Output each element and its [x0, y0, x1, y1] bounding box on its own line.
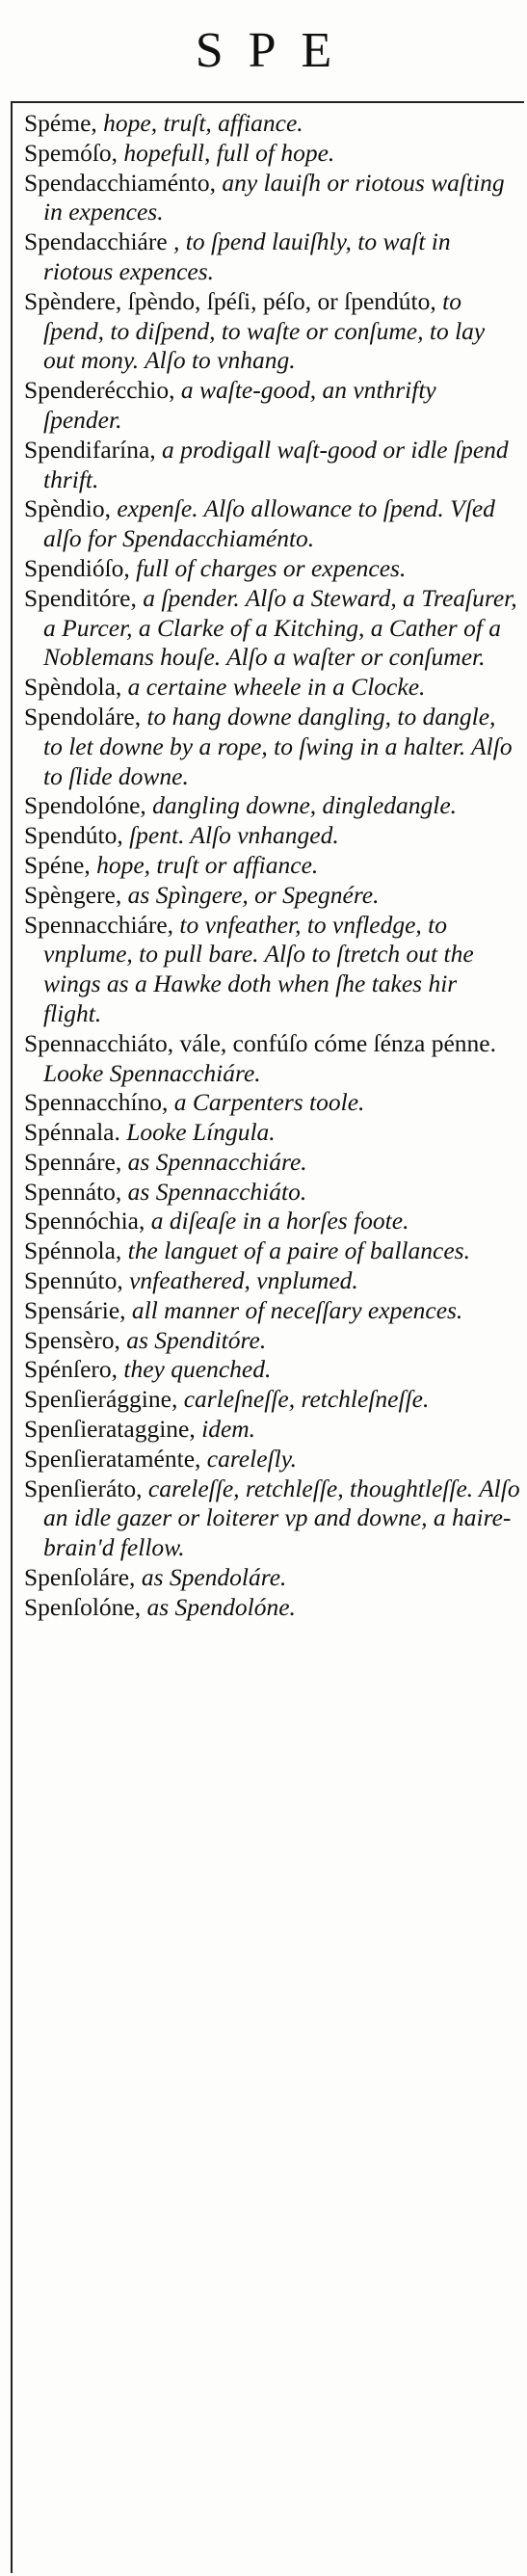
dictionary-entry: [24, 1415, 520, 1445]
entry-definition: as Spendoláre.: [141, 1563, 287, 1592]
entry-headword: Spennúto,: [24, 1266, 123, 1295]
dictionary-entry: [24, 1207, 520, 1236]
entry-headword: Spendióſo,: [24, 553, 130, 582]
entry-definition: carleſneſſe, retchleſneſſe.: [183, 1385, 430, 1414]
entry-definition: Looke Spennacchiáre.: [43, 1058, 261, 1087]
entry-definition: hopefull, full of hope.: [123, 138, 335, 167]
entry-definition: a certaine wheele in a Clocke.: [127, 673, 426, 702]
entry-headword: Spenſolóne,: [24, 1592, 142, 1621]
entry-headword: Spensèro,: [24, 1325, 120, 1354]
dictionary-entry: [24, 911, 520, 1029]
entry-headword: Spenditóre,: [24, 583, 137, 612]
dictionary-entry: [24, 673, 520, 703]
entry-definition: as Spennacchiáre.: [127, 1147, 307, 1176]
entry-definition: a ſpender. Alſo a Steward, a Treaſurer, a Purcer, a Clarke of a Kitching, a Cather of a Noblemans houſe. Alſo a waſter or conſumer.: [43, 583, 517, 672]
entry-headword: Spendúto,: [24, 821, 123, 850]
dictionary-entry: [24, 584, 520, 673]
dictionary-column: [11, 101, 524, 2573]
entry-definition: the languet of a paire of ballances.: [127, 1236, 470, 1265]
dictionary-entry: [24, 1236, 520, 1266]
entry-headword: Spensárie,: [24, 1295, 126, 1324]
dictionary-entry: [24, 703, 520, 791]
entry-definition: full of charges or expences.: [136, 553, 407, 582]
dictionary-entry: [24, 139, 520, 169]
dictionary-entry: [24, 1326, 520, 1356]
dictionary-entry: [24, 109, 520, 139]
entry-definition: to hang downe dangling, to dangle, to let downe by a rope, to ſwing in a halter. Alſo to ſlide downe.: [43, 702, 513, 790]
entry-definition: any lauiſh or riotous waſting in expences.: [43, 168, 505, 226]
entry-definition: ſpent. Alſo vnhanged.: [129, 821, 339, 850]
entry-headword: Spéne,: [24, 850, 91, 879]
entry-definition: hope, truſt, affiance.: [103, 109, 303, 137]
page-header: [0, 0, 527, 101]
dictionary-entry: [24, 851, 520, 881]
entry-definition: they quenched.: [123, 1355, 272, 1384]
entry-definition: as Spennacchiáto.: [127, 1177, 307, 1206]
entry-definition: careleſſe, retchleſſe, thoughtleſſe. Alſo an idle gazer or loiterer vp and downe, a haire-brain'd fellow.: [43, 1474, 520, 1562]
entry-headword: Spennáto,: [24, 1177, 122, 1206]
entry-headword: Spénnola,: [24, 1236, 122, 1265]
dictionary-entry: [24, 1355, 520, 1385]
dictionary-entry: [24, 1385, 520, 1415]
dictionary-entry: [24, 1563, 520, 1593]
entry-headword: Spénnala.: [24, 1118, 120, 1147]
dictionary-entry: [24, 881, 520, 911]
entry-headword: Spénſero,: [24, 1355, 119, 1384]
entry-definition: all manner of neceſſary expences.: [131, 1295, 463, 1324]
entry-headword: Spenſoláre,: [24, 1563, 136, 1592]
entry-headword: Spendolóne,: [24, 791, 146, 820]
entry-headword: Spennacchíno,: [24, 1088, 169, 1117]
dictionary-entry: [24, 1593, 520, 1623]
dictionary-entry: [24, 1088, 520, 1118]
entry-definition: idem.: [201, 1415, 256, 1444]
dictionary-entry: [24, 1178, 520, 1208]
entry-definition: a Carpenters toole.: [173, 1088, 365, 1117]
entry-headword: Spemóſo,: [24, 138, 119, 167]
dictionary-entry: [24, 554, 520, 584]
entry-definition: to ſpend, to diſpend, to waſte or conſume, to lay out mony. Alſo to vnhang.: [43, 286, 486, 375]
entry-definition: expenſe. Alſo allowance to ſpend. Vſed alſo for Spendacchiaménto.: [43, 494, 495, 553]
entry-definition: a prodigall waſt-good or idle ſpend thrift.: [43, 435, 509, 493]
entry-headword: Spendoláre,: [24, 702, 142, 730]
entry-headword: Spèngere,: [24, 880, 122, 909]
entry-headword: Spenſierataménte,: [24, 1444, 201, 1473]
dictionary-entry: [24, 1474, 520, 1563]
entry-headword: Spenſierataggine,: [24, 1415, 196, 1444]
entry-headword: Spèndola,: [24, 673, 122, 702]
entry-headword: Spéme,: [24, 109, 97, 137]
dictionary-entry: [24, 1266, 520, 1296]
dictionary-entry: [24, 227, 520, 287]
dictionary-entry: [24, 1029, 520, 1089]
dictionary-entry: [24, 169, 520, 228]
entry-definition: as Spenditóre.: [126, 1325, 267, 1354]
dictionary-entry: [24, 1118, 520, 1148]
dictionary-entry: [24, 1148, 520, 1178]
dictionary-entry: [24, 1445, 520, 1474]
entry-headword: Spèndio,: [24, 494, 111, 523]
entry-definition: a diſeaſe in a horſes foote.: [150, 1207, 409, 1235]
entry-headword: Spennóchia,: [24, 1207, 145, 1235]
entry-headword: Spendifarína,: [24, 435, 156, 464]
dictionary-entry: [24, 791, 520, 821]
entry-definition: , to ſpend lauiſhly, to waſt in riotous expences.: [43, 227, 451, 285]
entry-definition: hope, truſt or affiance.: [96, 850, 319, 879]
dictionary-entry: [24, 821, 520, 851]
entry-headword: Spennáre,: [24, 1147, 122, 1176]
dictionary-entry: [24, 376, 520, 436]
entry-headword: Spennacchiáto, vále, confúſo cóme ſénza pénne.: [24, 1028, 496, 1057]
dictionary-entry: [24, 436, 520, 495]
dictionary-entry: [24, 494, 520, 554]
entry-headword: Spenſierággine,: [24, 1385, 178, 1414]
entry-definition: careleſly.: [206, 1444, 297, 1473]
entry-headword: Spenderécchio,: [24, 376, 175, 405]
entry-definition: as Spendolóne.: [146, 1592, 296, 1621]
entry-definition: vnfeathered, vnplumed.: [129, 1266, 358, 1295]
entry-headword: Spenſieráto,: [24, 1474, 143, 1502]
entry-list: [24, 109, 520, 1623]
entry-definition: a waſte-good, an vnthrifty ſpender.: [43, 376, 436, 434]
page-header-text: SPE: [195, 23, 357, 78]
dictionary-entry: [24, 287, 520, 376]
entry-headword: Spendacchiáre: [24, 227, 168, 256]
entry-definition: Looke Língula.: [126, 1118, 276, 1147]
dictionary-entry: [24, 1296, 520, 1326]
entry-definition: as Spìngere, or Spegnére.: [127, 880, 380, 909]
entry-headword: Spendacchiaménto,: [24, 168, 216, 197]
entry-definition: dangling downe, dingledangle.: [152, 791, 458, 820]
entry-definition: to vnfeather, to vnfledge, to vnplume, to pull bare. Alſo to ſtretch out the wings as a Hawke doth when ſhe takes hir flight.: [43, 910, 474, 1027]
entry-headword: Spennacchiáre,: [24, 910, 174, 939]
entry-headword: Spèndere, ſpèndo, ſpéſi, péſo, or ſpendúto,: [24, 286, 436, 315]
